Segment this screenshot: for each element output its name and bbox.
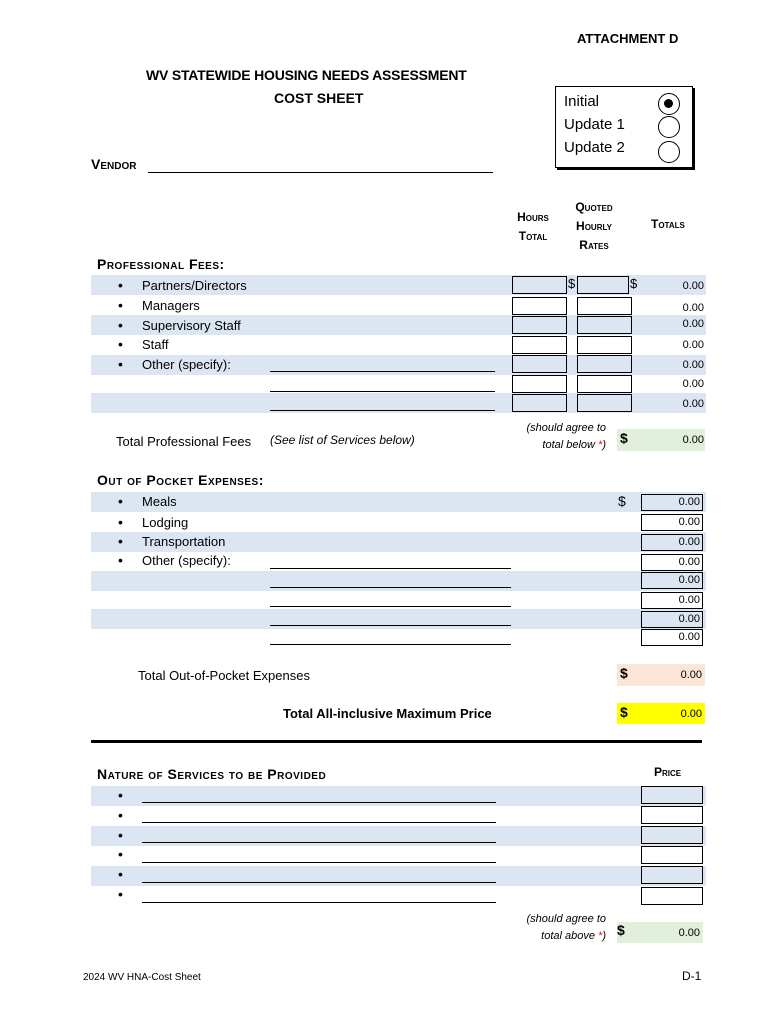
hours-input[interactable] — [512, 336, 567, 354]
dollar-sign: $ — [630, 276, 638, 291]
hours-input[interactable] — [512, 394, 567, 412]
bullet: • — [118, 552, 123, 568]
item-partners: Partners/Directors — [142, 278, 247, 293]
row-stripe — [91, 571, 706, 591]
bullet: • — [118, 787, 123, 803]
status-label-update1: Update 1 — [564, 116, 625, 133]
footer-right: D-1 — [682, 969, 702, 983]
service-line[interactable] — [142, 882, 496, 883]
other-specify-line[interactable] — [270, 391, 495, 392]
prof-total-value: 0.00 — [682, 434, 704, 446]
prof-value: 0.00 — [682, 398, 704, 410]
item-lodging: Lodging — [142, 515, 189, 530]
item-staff: Staff — [142, 337, 169, 352]
item-transportation: Transportation — [142, 534, 226, 549]
prof-value: 0.00 — [682, 378, 704, 390]
total-oop-label: Total Out-of-Pocket Expenses — [138, 668, 310, 683]
service-line[interactable] — [142, 802, 496, 803]
item-other: Other (specify): — [142, 553, 231, 568]
bullet: • — [118, 356, 123, 372]
grand-total-value: 0.00 — [680, 708, 702, 720]
radio-update2[interactable] — [658, 141, 680, 163]
status-option-update1[interactable] — [564, 116, 688, 138]
row-stripe — [91, 866, 706, 886]
oop-value-box[interactable] — [641, 572, 703, 589]
hours-input[interactable] — [512, 316, 567, 334]
grand-total-label: Total All-inclusive Maximum Price — [283, 706, 492, 721]
oop-value: 0.00 — [678, 536, 700, 548]
oop-value-box[interactable] — [641, 534, 703, 551]
bullet: • — [118, 807, 123, 823]
oop-value: 0.00 — [678, 516, 700, 528]
row-stripe — [91, 786, 706, 806]
oop-value-box[interactable] — [641, 514, 703, 531]
should-agree-note: (should agree to total below *) — [526, 422, 606, 451]
row-stripe — [91, 492, 706, 512]
status-option-initial[interactable] — [564, 93, 688, 115]
item-meals: Meals — [142, 494, 177, 509]
bullet: • — [118, 336, 123, 352]
bullet: • — [118, 886, 123, 902]
oop-value: 0.00 — [678, 574, 700, 586]
price-header: Price — [654, 765, 682, 779]
dollar-sign: $ — [568, 276, 576, 291]
service-line[interactable] — [142, 902, 496, 903]
hours-input[interactable] — [512, 375, 567, 393]
col-totals-header: Totals — [651, 217, 685, 231]
dollar-sign: $ — [617, 922, 625, 938]
hours-input[interactable] — [512, 297, 567, 315]
price-input[interactable] — [641, 887, 703, 905]
oop-value-box[interactable] — [641, 554, 703, 571]
row-stripe — [91, 826, 706, 846]
services-heading: Nature of Services to be Provided — [97, 766, 327, 782]
oop-heading: Out of Pocket Expenses: — [97, 472, 264, 488]
should-agree-note: (should agree to total above *) — [526, 913, 606, 942]
bullet: • — [118, 277, 123, 293]
price-input[interactable] — [641, 826, 703, 844]
dollar-sign: $ — [618, 493, 626, 509]
vendor-field[interactable] — [148, 172, 493, 173]
price-input[interactable] — [641, 806, 703, 824]
dollar-sign: $ — [620, 704, 628, 720]
other-specify-line[interactable] — [270, 410, 495, 411]
professional-fees-heading: Professional Fees: — [97, 256, 225, 272]
bullet: • — [118, 846, 123, 862]
prof-value: 0.00 — [682, 280, 704, 292]
oop-value: 0.00 — [678, 594, 700, 606]
other-specify-line[interactable] — [270, 606, 511, 607]
service-line[interactable] — [142, 862, 496, 863]
bullet: • — [118, 297, 123, 313]
service-line[interactable] — [142, 842, 496, 843]
oop-value: 0.00 — [678, 613, 700, 625]
bullet: • — [118, 493, 123, 509]
other-specify-line[interactable] — [270, 644, 511, 645]
bullet: • — [118, 514, 123, 530]
status-option-update2[interactable] — [564, 139, 688, 161]
attachment-label: ATTACHMENT D — [577, 31, 679, 46]
prof-value: 0.00 — [682, 302, 704, 314]
dollar-sign: $ — [620, 430, 628, 446]
rate-input[interactable] — [577, 316, 632, 334]
rate-input[interactable] — [577, 276, 629, 294]
bullet: • — [118, 827, 123, 843]
col-hours-header: Hours Total — [517, 210, 549, 243]
status-label-initial: Initial — [564, 93, 600, 110]
hours-input[interactable] — [512, 276, 567, 294]
price-input[interactable] — [641, 866, 703, 884]
item-supervisory: Supervisory Staff — [142, 318, 241, 333]
row-stripe — [91, 609, 706, 629]
other-specify-line[interactable] — [270, 371, 495, 372]
section-divider — [91, 740, 702, 743]
bullet: • — [118, 866, 123, 882]
oop-value-box[interactable] — [641, 611, 703, 628]
bullet: • — [118, 533, 123, 549]
radio-initial[interactable] — [658, 93, 680, 115]
bullet: • — [118, 317, 123, 333]
price-input[interactable] — [641, 846, 703, 864]
item-managers: Managers — [142, 298, 200, 313]
service-line[interactable] — [142, 822, 496, 823]
prof-value: 0.00 — [682, 359, 704, 371]
services-total-value: 0.00 — [678, 927, 700, 939]
status-box — [555, 86, 693, 168]
prof-value: 0.00 — [682, 339, 704, 351]
footer-left: 2024 WV HNA-Cost Sheet — [83, 972, 201, 983]
rate-input[interactable] — [577, 297, 632, 315]
other-specify-line[interactable] — [270, 568, 511, 569]
see-list-note: (See list of Services below) — [270, 433, 415, 447]
price-input[interactable] — [641, 786, 703, 804]
item-other: Other (specify): — [142, 357, 231, 372]
oop-value: 0.00 — [678, 496, 700, 508]
other-specify-line[interactable] — [270, 587, 511, 588]
col-rates-header: Quoted Hourly Rates — [575, 200, 613, 252]
vendor-label: Vendor — [91, 156, 137, 172]
total-professional-fees-label: Total Professional Fees — [116, 434, 252, 449]
other-specify-line[interactable] — [270, 625, 511, 626]
oop-value: 0.00 — [678, 631, 700, 643]
page-subtitle: COST SHEET — [274, 90, 364, 106]
radio-update1[interactable] — [658, 116, 680, 138]
oop-total-value: 0.00 — [680, 669, 702, 681]
rate-input[interactable] — [577, 375, 632, 393]
rate-input[interactable] — [577, 355, 632, 373]
hours-input[interactable] — [512, 355, 567, 373]
status-label-update2: Update 2 — [564, 139, 625, 156]
oop-value-box[interactable] — [641, 629, 703, 646]
rate-input[interactable] — [577, 336, 632, 354]
radio-selected-dot — [664, 99, 673, 108]
oop-value-box[interactable] — [641, 494, 703, 511]
oop-value-box[interactable] — [641, 592, 703, 609]
prof-value: 0.00 — [682, 318, 704, 330]
oop-value: 0.00 — [678, 556, 700, 568]
rate-input[interactable] — [577, 394, 632, 412]
dollar-sign: $ — [620, 665, 628, 681]
page-title: WV STATEWIDE HOUSING NEEDS ASSESSMENT — [146, 67, 467, 83]
